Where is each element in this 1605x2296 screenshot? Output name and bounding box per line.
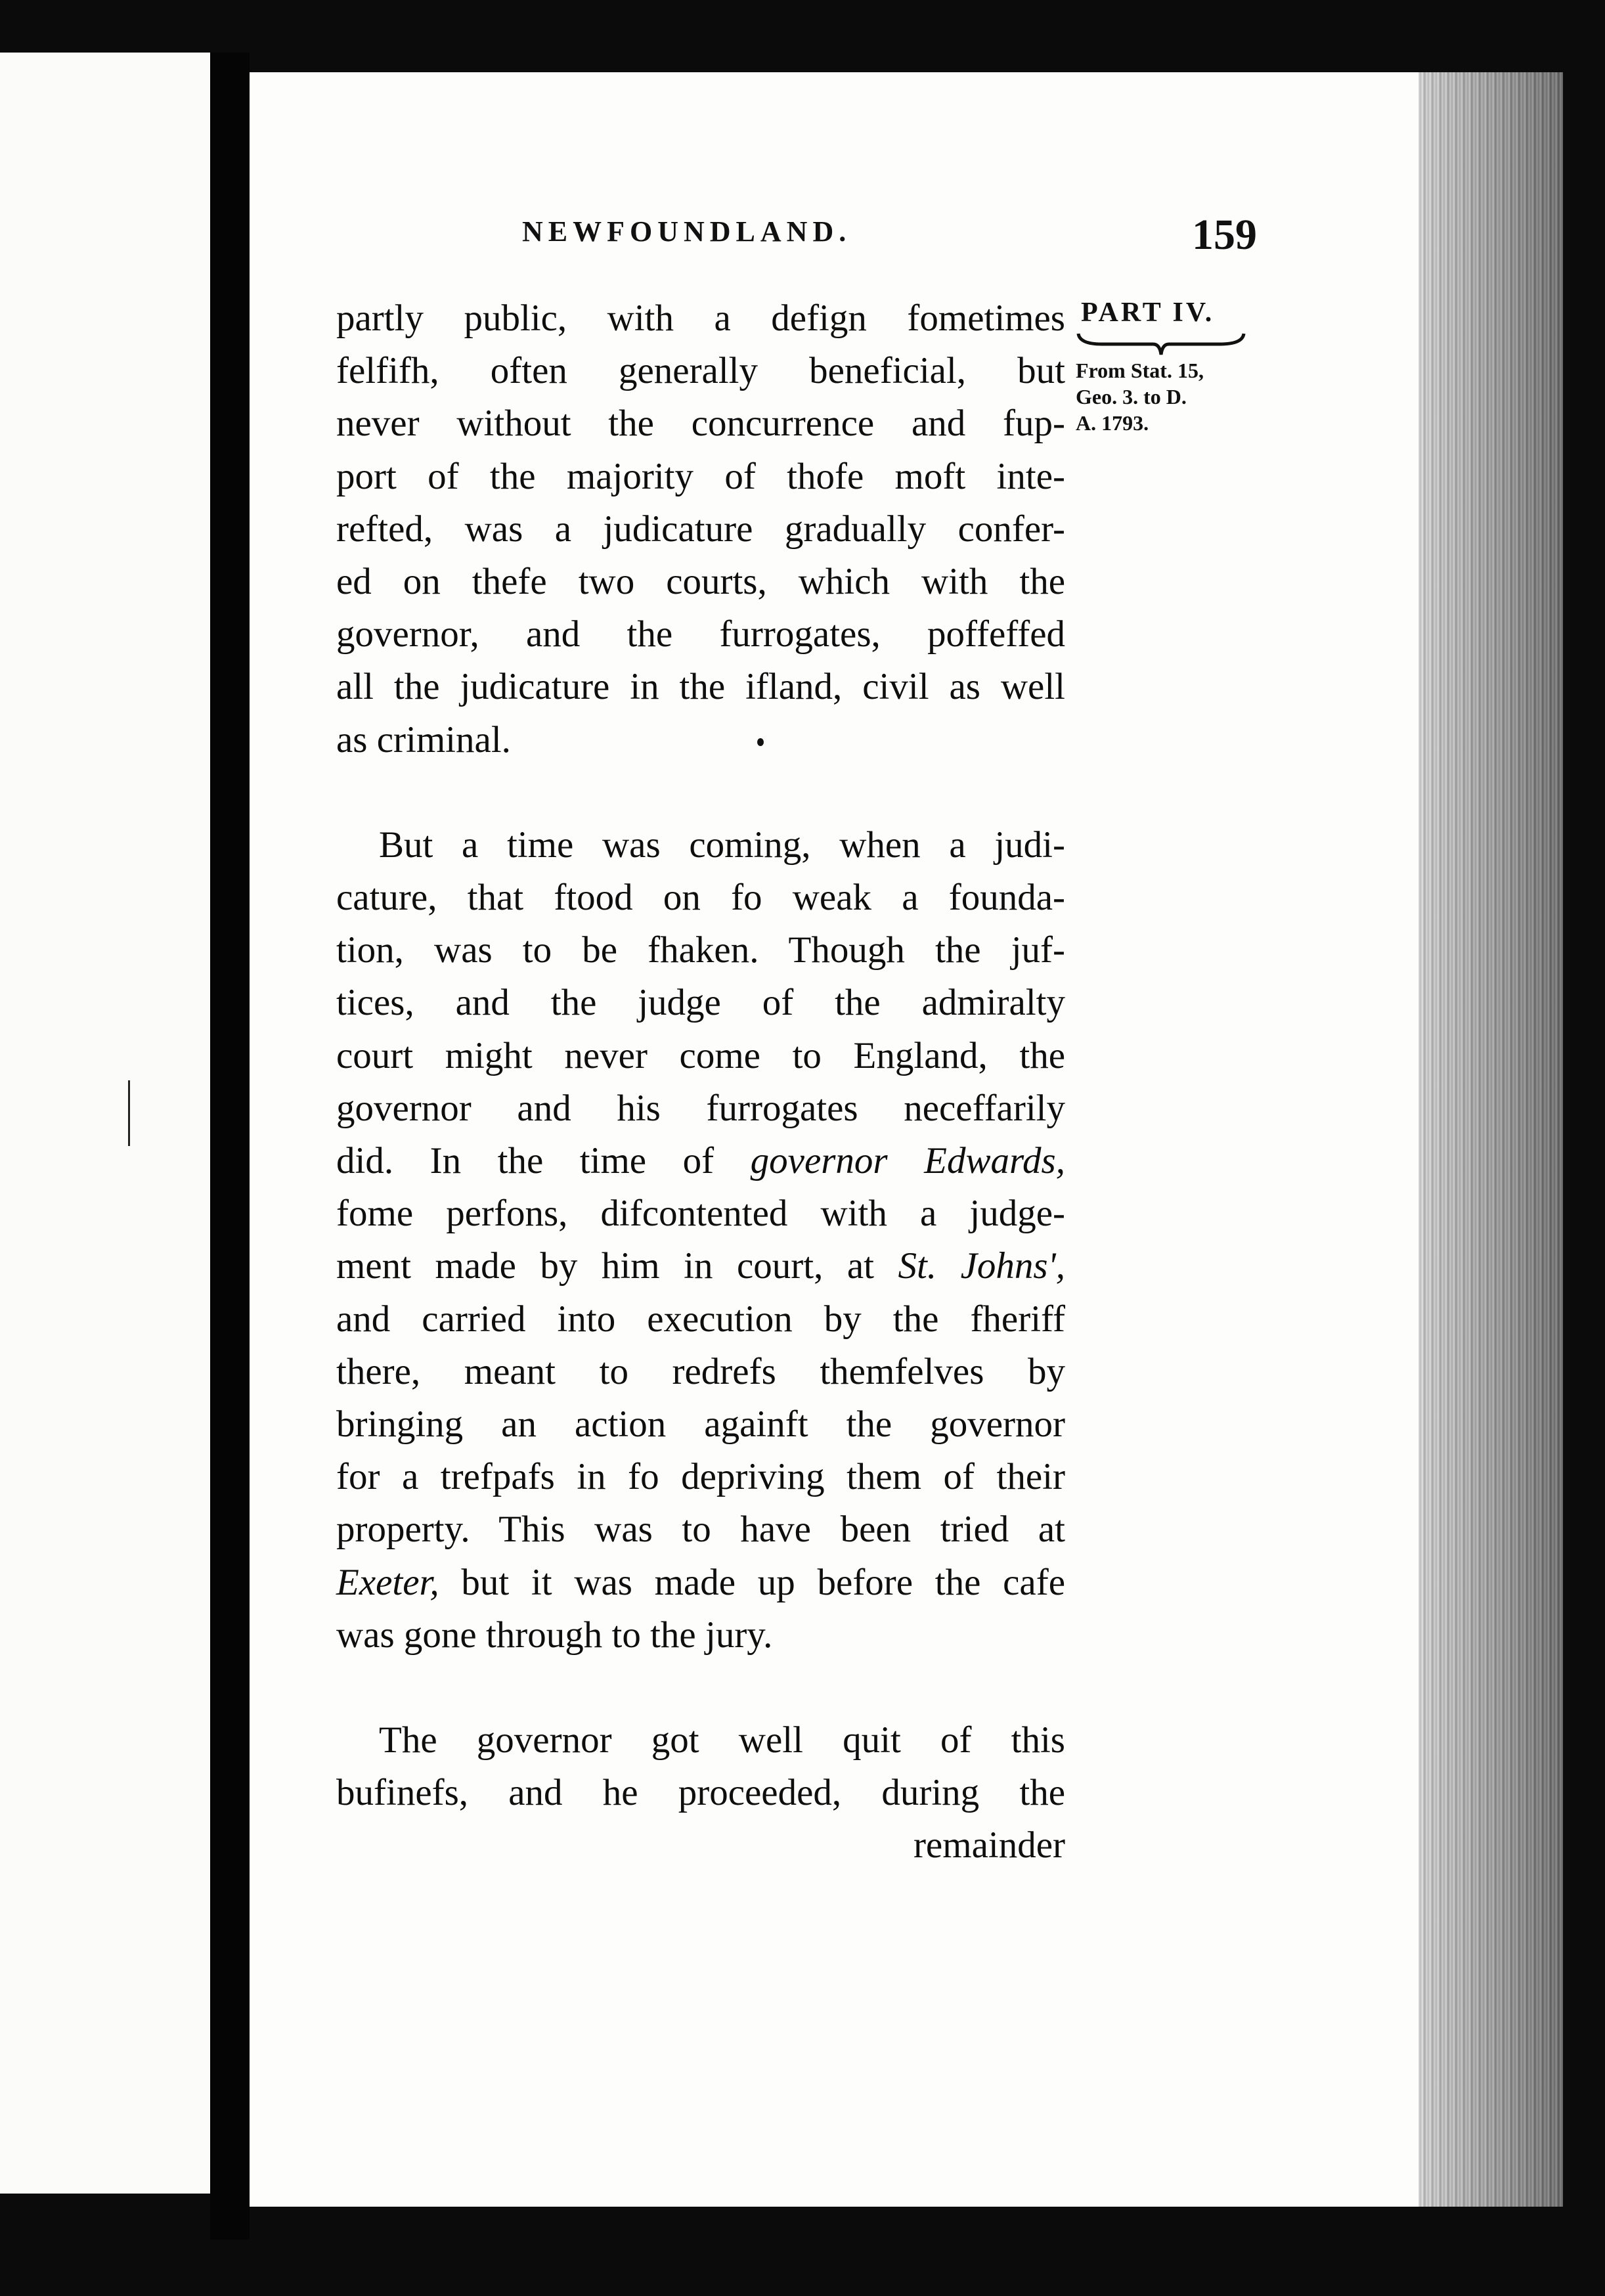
sidenote	[1076, 297, 1246, 436]
margin-mark	[128, 1080, 130, 1146]
text-line: property. This was to have been tried at	[336, 1509, 1065, 1551]
text-line: never without the concurrence and fup-	[336, 403, 1065, 445]
paragraph-gap	[336, 766, 1065, 819]
sidenote-line: Geo. 3. to D.	[1076, 385, 1187, 408]
text-line: all the judicature in the ifland, civil as well	[336, 666, 1065, 708]
text-line	[336, 1556, 1065, 1609]
sidenote-line: A. 1793.	[1076, 411, 1149, 435]
text-line	[336, 1135, 1065, 1187]
text-line: cature, that ftood on fo weak a founda-	[336, 877, 1065, 919]
text-line: governor and his furrogates neceffarily	[336, 1087, 1065, 1129]
text-line: partly public, with a defign fometimes	[336, 298, 1065, 339]
text-line: as criminal.	[336, 718, 511, 761]
body-text	[336, 292, 1065, 1872]
text-line: bufinefs, and he proceeded, during the	[336, 1772, 1065, 1814]
text-line: court might never come to England, the	[336, 1034, 1065, 1076]
page-edges	[1418, 72, 1563, 2207]
text-line: fome perfons, difcontented with a judge-	[336, 1193, 1065, 1235]
book-gutter	[210, 53, 250, 2240]
paragraph-gap	[336, 1662, 1065, 1714]
text-line: But a time was coming, when a judi-	[379, 824, 1065, 866]
text-line	[336, 1240, 1065, 1292]
running-head: NEWFOUNDLAND.	[522, 215, 852, 248]
text-line: ed on thefe two courts, which with the	[336, 560, 1065, 602]
italic-place: St. Johns',	[898, 1245, 1066, 1287]
text-line: felfifh, often generally beneficial, but	[336, 350, 1065, 392]
text-line: governor, and the furrogates, poffeffed	[336, 613, 1065, 655]
text-line: tices, and the judge of the admiralty	[336, 982, 1065, 1024]
page-number: 159	[1192, 211, 1257, 259]
text-line: and carried into execution by the fheriff	[336, 1298, 1065, 1340]
text-run: did. In the time of	[336, 1140, 715, 1181]
text-line: was gone through to the jury.	[336, 1614, 773, 1656]
text-run: ment made by him in court, at	[336, 1245, 874, 1287]
italic-name: governor Edwards,	[750, 1140, 1065, 1181]
sidenote-part: PART IV.	[1081, 298, 1215, 328]
text-line: port of the majority of thofe moft inte-	[336, 455, 1065, 497]
text-line: there, meant to redrefs themfelves by	[336, 1350, 1065, 1392]
text-run: but it was made up before the cafe	[461, 1561, 1066, 1603]
text-line: bringing an action againft the governor	[336, 1403, 1065, 1445]
catchword: remainder	[913, 1824, 1065, 1866]
italic-place: Exeter,	[336, 1561, 439, 1603]
sidenote-line: From Stat. 15,	[1076, 359, 1204, 382]
text-line: The governor got well quit of this	[379, 1719, 1065, 1761]
text-line: for a trefpafs in fo depriving them of their	[336, 1456, 1065, 1498]
text-line: tion, was to be fhaken. Though the juf-	[336, 929, 1065, 971]
ink-dot	[757, 738, 764, 746]
text-line: refted, was a judicature gradually confer-	[336, 508, 1065, 550]
brace-icon	[1076, 331, 1246, 357]
left-facing-page	[0, 53, 210, 2194]
